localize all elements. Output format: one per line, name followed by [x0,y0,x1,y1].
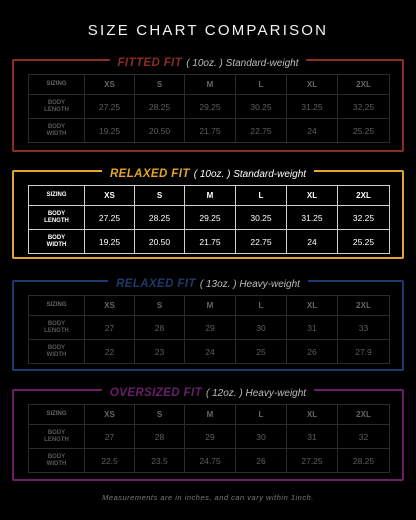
size-header-cell: XS [85,75,135,95]
size-header-cell: XL [287,75,338,95]
fit-name: FITTED FIT [117,57,183,69]
measurement-value: 19.25 [85,230,135,254]
measurement-label-line1: BODY [47,123,66,130]
measurement-value: 24 [287,119,338,143]
sizing-header: SIZING [29,186,85,206]
size-header-cell: L [236,75,287,95]
measurement-value: 22.75 [236,230,287,254]
measurement-value: 27.25 [287,449,338,473]
measurement-value: 19.25 [85,119,135,143]
size-section-relaxed-standard [12,170,404,259]
measurement-value: 29.25 [185,206,236,230]
fit-name: OVERSIZED FIT [109,387,203,399]
measurement-value: 30 [236,316,287,340]
table-header-row [29,75,390,95]
fit-weight-oz: ( 10oz. ) [193,169,231,180]
size-header-cell: S [135,186,185,206]
table-row [29,230,390,254]
measurement-value: 27.25 [85,95,135,119]
section-label [14,53,402,71]
footer-note: Measurements are in inches, and can vary within 1inch. [102,493,314,502]
size-header-cell: L [236,186,287,206]
size-header-cell: XS [85,296,135,316]
size-section-relaxed-heavy [12,280,404,371]
measurement-value: 25.25 [338,230,390,254]
size-section-oversized [12,389,404,481]
fit-weight-oz: ( 10oz. ) [186,58,223,69]
measurement-value: 28.25 [338,449,390,473]
measurement-value: 30 [236,425,287,449]
measurement-label [29,340,85,364]
measurement-value: 28 [135,425,185,449]
fit-weight-label: Standard-weight [233,169,307,180]
measurement-value: 20.50 [135,119,185,143]
table-header-row [29,405,390,425]
fit-weight-label: Heavy-weight [245,388,307,399]
measurement-value: 28.25 [135,95,185,119]
measurement-value: 33 [338,316,390,340]
table-row [29,119,390,143]
measurement-value: 22 [85,340,135,364]
measurement-label-line2: WIDTH [46,351,67,358]
sizing-header: SIZING [29,405,85,425]
measurement-value: 30.25 [236,95,287,119]
fit-weight-oz: ( 12oz. ) [206,388,243,399]
size-table [28,185,390,254]
measurement-label-line1: BODY [47,429,66,436]
size-header-cell: L [236,405,287,425]
measurement-label-line2: WIDTH [46,241,67,248]
fit-weight-label: Standard-weight [225,58,299,69]
table-header-row [29,186,390,206]
measurement-value: 29 [185,316,236,340]
section-label [14,383,402,401]
measurement-label-line1: BODY [47,453,66,460]
fit-name: RELAXED FIT [116,278,196,290]
size-header-cell: S [135,296,185,316]
measurement-value: 27.25 [85,206,135,230]
measurement-value: 30.25 [236,206,287,230]
size-header-cell: 2XL [338,186,390,206]
measurement-label [29,316,85,340]
measurement-label-line2: LENGTH [44,106,69,113]
table-row [29,425,390,449]
size-header-cell: 2XL [338,405,390,425]
table-row [29,206,390,230]
measurement-label-line2: LENGTH [44,436,69,443]
size-table [28,295,390,364]
section-label-inner [102,387,314,399]
measurement-value: 29.25 [185,95,236,119]
fit-weight-label: Heavy-weight [239,279,300,290]
measurement-label-line1: BODY [47,210,66,217]
measurement-label-line1: BODY [47,234,66,241]
sizing-header: SIZING [29,296,85,316]
fit-weight-oz: ( 13oz. ) [199,279,237,290]
measurement-value: 21.75 [185,230,236,254]
table-row [29,449,390,473]
size-header-cell: XS [85,405,135,425]
measurement-value: 32.25 [338,95,390,119]
table-header-row [29,296,390,316]
table-row [29,316,390,340]
measurement-value: 26 [236,449,287,473]
measurement-value: 25 [236,340,287,364]
measurement-label-line1: BODY [47,99,66,106]
measurement-value: 24.75 [185,449,236,473]
measurement-value: 23.5 [135,449,185,473]
table-row [29,95,390,119]
measurement-label [29,119,85,143]
table-row [29,340,390,364]
measurement-value: 27 [85,316,135,340]
page-title: SIZE CHART COMPARISON [87,22,329,39]
measurement-label-line2: LENGTH [44,217,69,224]
measurement-label [29,425,85,449]
measurement-value: 31.25 [287,206,338,230]
measurement-value: 26 [287,340,338,364]
size-header-cell: M [185,405,236,425]
size-header-cell: XL [287,296,338,316]
size-header-cell: XL [287,405,338,425]
measurement-value: 20.50 [135,230,185,254]
size-header-cell: M [185,186,236,206]
measurement-value: 28.25 [135,206,185,230]
measurement-value: 25.25 [338,119,390,143]
section-label [14,164,402,182]
measurement-label [29,449,85,473]
size-table [28,74,390,143]
measurement-value: 24 [185,340,236,364]
measurement-value: 27.9 [338,340,390,364]
measurement-value: 22.75 [236,119,287,143]
size-header-cell: M [185,75,236,95]
size-header-cell: S [135,405,185,425]
measurement-value: 24 [287,230,338,254]
section-label-inner [102,168,314,180]
measurement-value: 32 [338,425,390,449]
measurement-label-line1: BODY [47,344,66,351]
measurement-value: 28 [135,316,185,340]
measurement-label-line2: LENGTH [44,327,69,334]
measurement-value: 32.25 [338,206,390,230]
size-section-fitted [12,59,404,152]
measurement-label [29,206,85,230]
size-header-cell: S [135,75,185,95]
size-header-cell: M [185,296,236,316]
measurement-label-line1: BODY [47,320,66,327]
size-header-cell: 2XL [338,296,390,316]
measurement-value: 23 [135,340,185,364]
section-label-inner [110,57,307,69]
section-label [14,274,402,292]
measurement-label-line2: WIDTH [46,460,67,467]
size-header-cell: 2XL [338,75,390,95]
measurement-value: 31 [287,316,338,340]
measurement-label-line2: WIDTH [46,130,67,137]
size-header-cell: L [236,296,287,316]
measurement-value: 22.5 [85,449,135,473]
measurement-value: 31 [287,425,338,449]
measurement-value: 29 [185,425,236,449]
sizing-header: SIZING [29,75,85,95]
measurement-value: 27 [85,425,135,449]
size-header-cell: XL [287,186,338,206]
measurement-label [29,95,85,119]
size-table [28,404,390,473]
fit-name: RELAXED FIT [109,168,190,180]
measurement-value: 21.75 [185,119,236,143]
measurement-value: 31.25 [287,95,338,119]
size-header-cell: XS [85,186,135,206]
section-label-inner [108,278,308,290]
measurement-label [29,230,85,254]
